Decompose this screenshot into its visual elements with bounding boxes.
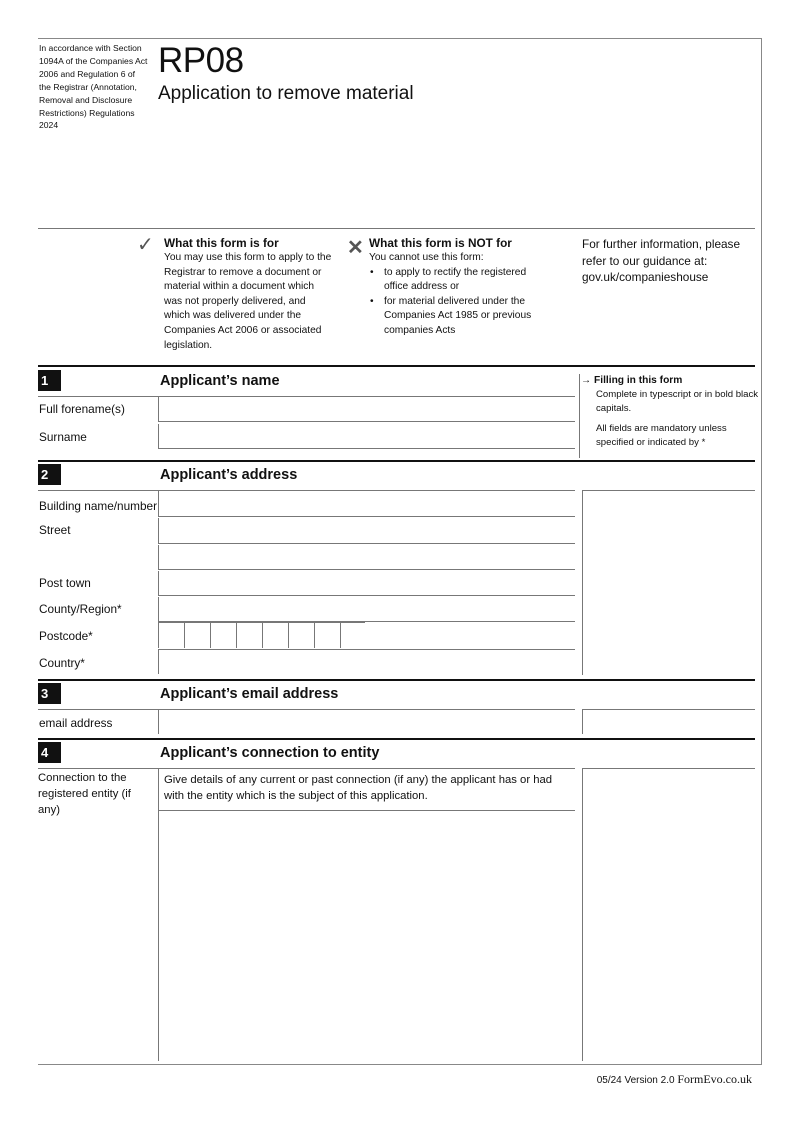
postcode-box xyxy=(236,622,237,648)
country-label: Country* xyxy=(39,656,85,670)
postcode-box xyxy=(262,622,263,648)
legal-note: In accordance with Section 1094A of the Companies Act 2006 and Regulation 6 of the Registrar (Annotation, Removal and Disclosure Restrictions) Regulations 2024 xyxy=(39,43,148,131)
cross-icon: ✕ xyxy=(347,237,364,259)
surname-field[interactable] xyxy=(158,424,575,449)
divider xyxy=(579,374,580,458)
connection-label: Connection to the registered entity (if any) xyxy=(38,772,131,816)
forename-label: Full forename(s) xyxy=(39,402,125,416)
info-not-for xyxy=(369,236,549,339)
postcode-box xyxy=(314,622,315,648)
section-3-title: Applicant’s email address xyxy=(160,686,339,702)
brand-text: FormEvo.co.uk xyxy=(677,1072,752,1086)
surname-label: Surname xyxy=(39,430,87,444)
info-for-heading: What this form is for xyxy=(164,236,279,250)
postcode-box xyxy=(210,622,211,648)
connection-details-field[interactable] xyxy=(159,811,575,1061)
filling-heading: Filling in this form xyxy=(594,375,683,386)
town-field[interactable] xyxy=(158,571,575,596)
filling-note xyxy=(581,374,761,449)
form-title: Application to remove material xyxy=(158,83,414,104)
section-2-rule xyxy=(38,460,755,462)
postcode-box xyxy=(184,622,185,648)
county-label: County/Region* xyxy=(39,602,122,616)
email-field[interactable] xyxy=(158,710,575,734)
connection-instruction: Give details of any current or past connection (if any) the applicant has or had with the entity which is the subject of this application. xyxy=(164,774,553,802)
info-not-for-intro: You cannot use this form: xyxy=(369,252,484,263)
email-side-panel xyxy=(582,709,755,734)
postcode-box xyxy=(158,622,159,648)
info-for-text: You may use this form to apply to the Registrar to remove a document or material within a document which was not properly delivered, and which was delivered under the Companies Act 2006 or associated legislation. xyxy=(164,252,332,351)
forename-field[interactable] xyxy=(158,397,575,422)
building-label: Building name/number xyxy=(39,499,158,513)
section-1-rule xyxy=(38,365,755,367)
postcode-label: Postcode* xyxy=(39,629,93,643)
info-not-for-item: • to apply to rectify the registered office address or xyxy=(369,266,549,295)
section-2-title: Applicant’s address xyxy=(160,467,298,483)
county-field[interactable] xyxy=(158,597,575,622)
street-field-1[interactable] xyxy=(158,518,575,544)
filling-line-1: Complete in typescript or in bold black capitals. xyxy=(596,389,759,414)
footer xyxy=(597,1072,752,1087)
country-field[interactable] xyxy=(158,650,575,674)
guidance-text: For further information, please refer to our guidance at: gov.uk/companieshouse xyxy=(582,237,741,284)
version-text: 05/24 Version 2.0 xyxy=(596,1075,675,1086)
info-not-for-item: • for material delivered under the Companies Act 1985 or previous companies Acts xyxy=(369,295,549,339)
address-side-panel xyxy=(582,490,755,675)
section-3-number: 3 xyxy=(38,683,61,704)
header-divider xyxy=(38,228,755,229)
email-label: email address xyxy=(39,716,113,730)
arrow-right-icon: → xyxy=(581,375,595,386)
filling-line-2: All fields are mandatory unless specified or indicated by * xyxy=(596,423,727,448)
building-field[interactable] xyxy=(158,491,575,517)
town-label: Post town xyxy=(39,576,91,590)
section-3-rule xyxy=(38,679,755,681)
info-not-for-heading: What this form is NOT for xyxy=(369,236,512,250)
connection-side-panel xyxy=(582,768,755,1061)
section-4-title: Applicant’s connection to entity xyxy=(160,745,380,761)
tick-icon: ✓ xyxy=(137,234,154,256)
divider xyxy=(38,768,575,769)
postcode-box xyxy=(340,622,341,648)
street-label: Street xyxy=(39,523,71,537)
section-2-number: 2 xyxy=(38,464,61,485)
postcode-box xyxy=(288,622,289,648)
form-code: RP08 xyxy=(158,41,244,80)
section-1-title: Applicant’s name xyxy=(160,373,280,389)
section-4-rule xyxy=(38,738,755,740)
street-field-2[interactable] xyxy=(158,545,575,570)
section-4-number: 4 xyxy=(38,742,61,763)
info-for xyxy=(164,236,334,353)
section-1-number: 1 xyxy=(38,370,61,391)
